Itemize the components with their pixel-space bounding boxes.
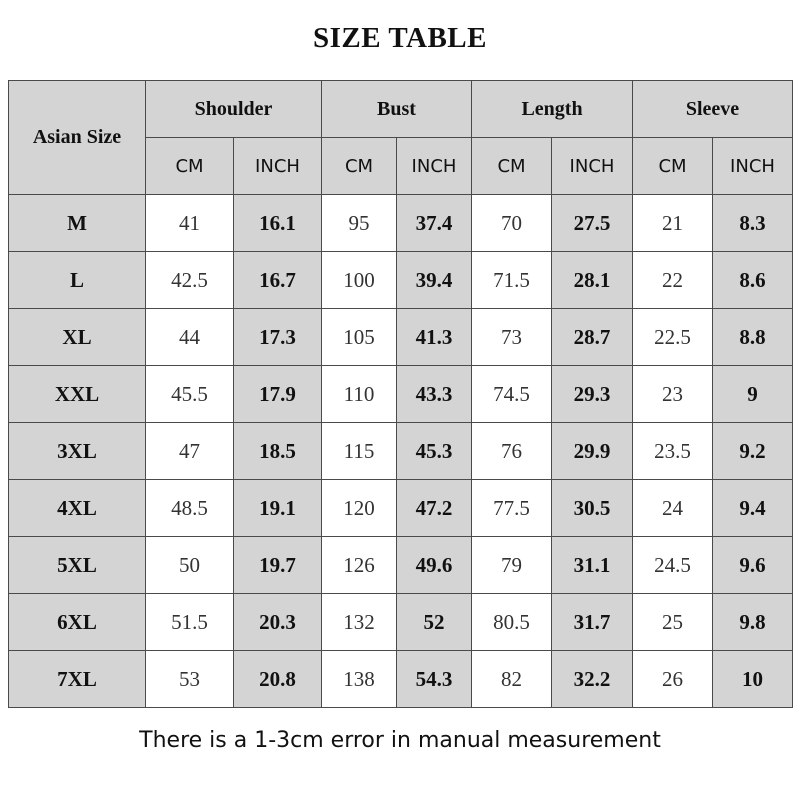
bust-cm-value: 105 [322, 309, 397, 366]
bust-cm-value: 126 [322, 537, 397, 594]
unit-header-inch: INCH [713, 138, 793, 195]
size-label: M [9, 195, 146, 252]
sleeve-inch-value: 8.8 [713, 309, 793, 366]
length-inch-value: 29.3 [552, 366, 633, 423]
sleeve-inch-value: 9 [713, 366, 793, 423]
shoulder-cm-value: 45.5 [146, 366, 234, 423]
shoulder-header: Shoulder [146, 81, 322, 138]
sleeve-cm-value: 25 [633, 594, 713, 651]
sleeve-cm-value: 24.5 [633, 537, 713, 594]
size-label: 4XL [9, 480, 146, 537]
bust-header: Bust [322, 81, 472, 138]
shoulder-inch-value: 16.1 [234, 195, 322, 252]
bust-cm-value: 100 [322, 252, 397, 309]
length-cm-value: 77.5 [472, 480, 552, 537]
bust-cm-value: 132 [322, 594, 397, 651]
table-row [9, 651, 793, 708]
sleeve-inch-value: 8.6 [713, 252, 793, 309]
shoulder-cm-value: 47 [146, 423, 234, 480]
shoulder-cm-value: 50 [146, 537, 234, 594]
bust-cm-value: 95 [322, 195, 397, 252]
page-title: SIZE TABLE [313, 22, 487, 54]
measurement-error-note: There is a 1-3cm error in manual measurement [139, 728, 661, 753]
length-inch-value: 31.1 [552, 537, 633, 594]
shoulder-cm-value: 48.5 [146, 480, 234, 537]
table-row [9, 594, 793, 651]
length-cm-value: 73 [472, 309, 552, 366]
table-row [9, 480, 793, 537]
length-inch-value: 29.9 [552, 423, 633, 480]
shoulder-inch-value: 19.7 [234, 537, 322, 594]
size-label: 3XL [9, 423, 146, 480]
unit-header-cm: CM [633, 138, 713, 195]
bust-inch-value: 47.2 [397, 480, 472, 537]
shoulder-inch-value: 19.1 [234, 480, 322, 537]
bust-inch-value: 39.4 [397, 252, 472, 309]
unit-header-inch: INCH [397, 138, 472, 195]
unit-header-cm: CM [146, 138, 234, 195]
sleeve-cm-value: 23.5 [633, 423, 713, 480]
length-inch-value: 31.7 [552, 594, 633, 651]
length-cm-value: 76 [472, 423, 552, 480]
sleeve-cm-value: 26 [633, 651, 713, 708]
sleeve-cm-value: 23 [633, 366, 713, 423]
table-row [9, 537, 793, 594]
sleeve-cm-value: 22 [633, 252, 713, 309]
sleeve-inch-value: 8.3 [713, 195, 793, 252]
length-inch-value: 27.5 [552, 195, 633, 252]
size-table [8, 80, 793, 708]
bust-inch-value: 37.4 [397, 195, 472, 252]
sleeve-inch-value: 9.4 [713, 480, 793, 537]
length-cm-value: 70 [472, 195, 552, 252]
bust-inch-value: 43.3 [397, 366, 472, 423]
length-cm-value: 74.5 [472, 366, 552, 423]
length-inch-value: 28.7 [552, 309, 633, 366]
bust-inch-value: 54.3 [397, 651, 472, 708]
unit-header-cm: CM [322, 138, 397, 195]
shoulder-cm-value: 44 [146, 309, 234, 366]
bust-cm-value: 110 [322, 366, 397, 423]
shoulder-inch-value: 17.3 [234, 309, 322, 366]
shoulder-cm-value: 53 [146, 651, 234, 708]
table-row [9, 309, 793, 366]
bust-cm-value: 120 [322, 480, 397, 537]
sleeve-cm-value: 22.5 [633, 309, 713, 366]
asian-size-header: Asian Size [9, 81, 146, 195]
bust-inch-value: 41.3 [397, 309, 472, 366]
size-label: L [9, 252, 146, 309]
size-label: 5XL [9, 537, 146, 594]
length-cm-value: 79 [472, 537, 552, 594]
bust-inch-value: 52 [397, 594, 472, 651]
bust-cm-value: 115 [322, 423, 397, 480]
table-row [9, 252, 793, 309]
shoulder-inch-value: 17.9 [234, 366, 322, 423]
bust-inch-value: 45.3 [397, 423, 472, 480]
shoulder-inch-value: 16.7 [234, 252, 322, 309]
unit-header-inch: INCH [234, 138, 322, 195]
shoulder-cm-value: 51.5 [146, 594, 234, 651]
length-header: Length [472, 81, 633, 138]
length-cm-value: 71.5 [472, 252, 552, 309]
unit-header-cm: CM [472, 138, 552, 195]
size-label: 6XL [9, 594, 146, 651]
sleeve-header: Sleeve [633, 81, 793, 138]
sleeve-inch-value: 9.8 [713, 594, 793, 651]
length-inch-value: 30.5 [552, 480, 633, 537]
bust-cm-value: 138 [322, 651, 397, 708]
size-label: 7XL [9, 651, 146, 708]
table-row [9, 195, 793, 252]
group-header-row [9, 81, 793, 138]
shoulder-cm-value: 42.5 [146, 252, 234, 309]
length-cm-value: 82 [472, 651, 552, 708]
sleeve-inch-value: 9.2 [713, 423, 793, 480]
shoulder-cm-value: 41 [146, 195, 234, 252]
sleeve-cm-value: 24 [633, 480, 713, 537]
bust-inch-value: 49.6 [397, 537, 472, 594]
sleeve-inch-value: 9.6 [713, 537, 793, 594]
table-row [9, 366, 793, 423]
shoulder-inch-value: 20.3 [234, 594, 322, 651]
shoulder-inch-value: 20.8 [234, 651, 322, 708]
sleeve-cm-value: 21 [633, 195, 713, 252]
length-inch-value: 32.2 [552, 651, 633, 708]
size-label: XXL [9, 366, 146, 423]
sleeve-inch-value: 10 [713, 651, 793, 708]
shoulder-inch-value: 18.5 [234, 423, 322, 480]
length-cm-value: 80.5 [472, 594, 552, 651]
table-row [9, 423, 793, 480]
size-label: XL [9, 309, 146, 366]
unit-header-inch: INCH [552, 138, 633, 195]
length-inch-value: 28.1 [552, 252, 633, 309]
